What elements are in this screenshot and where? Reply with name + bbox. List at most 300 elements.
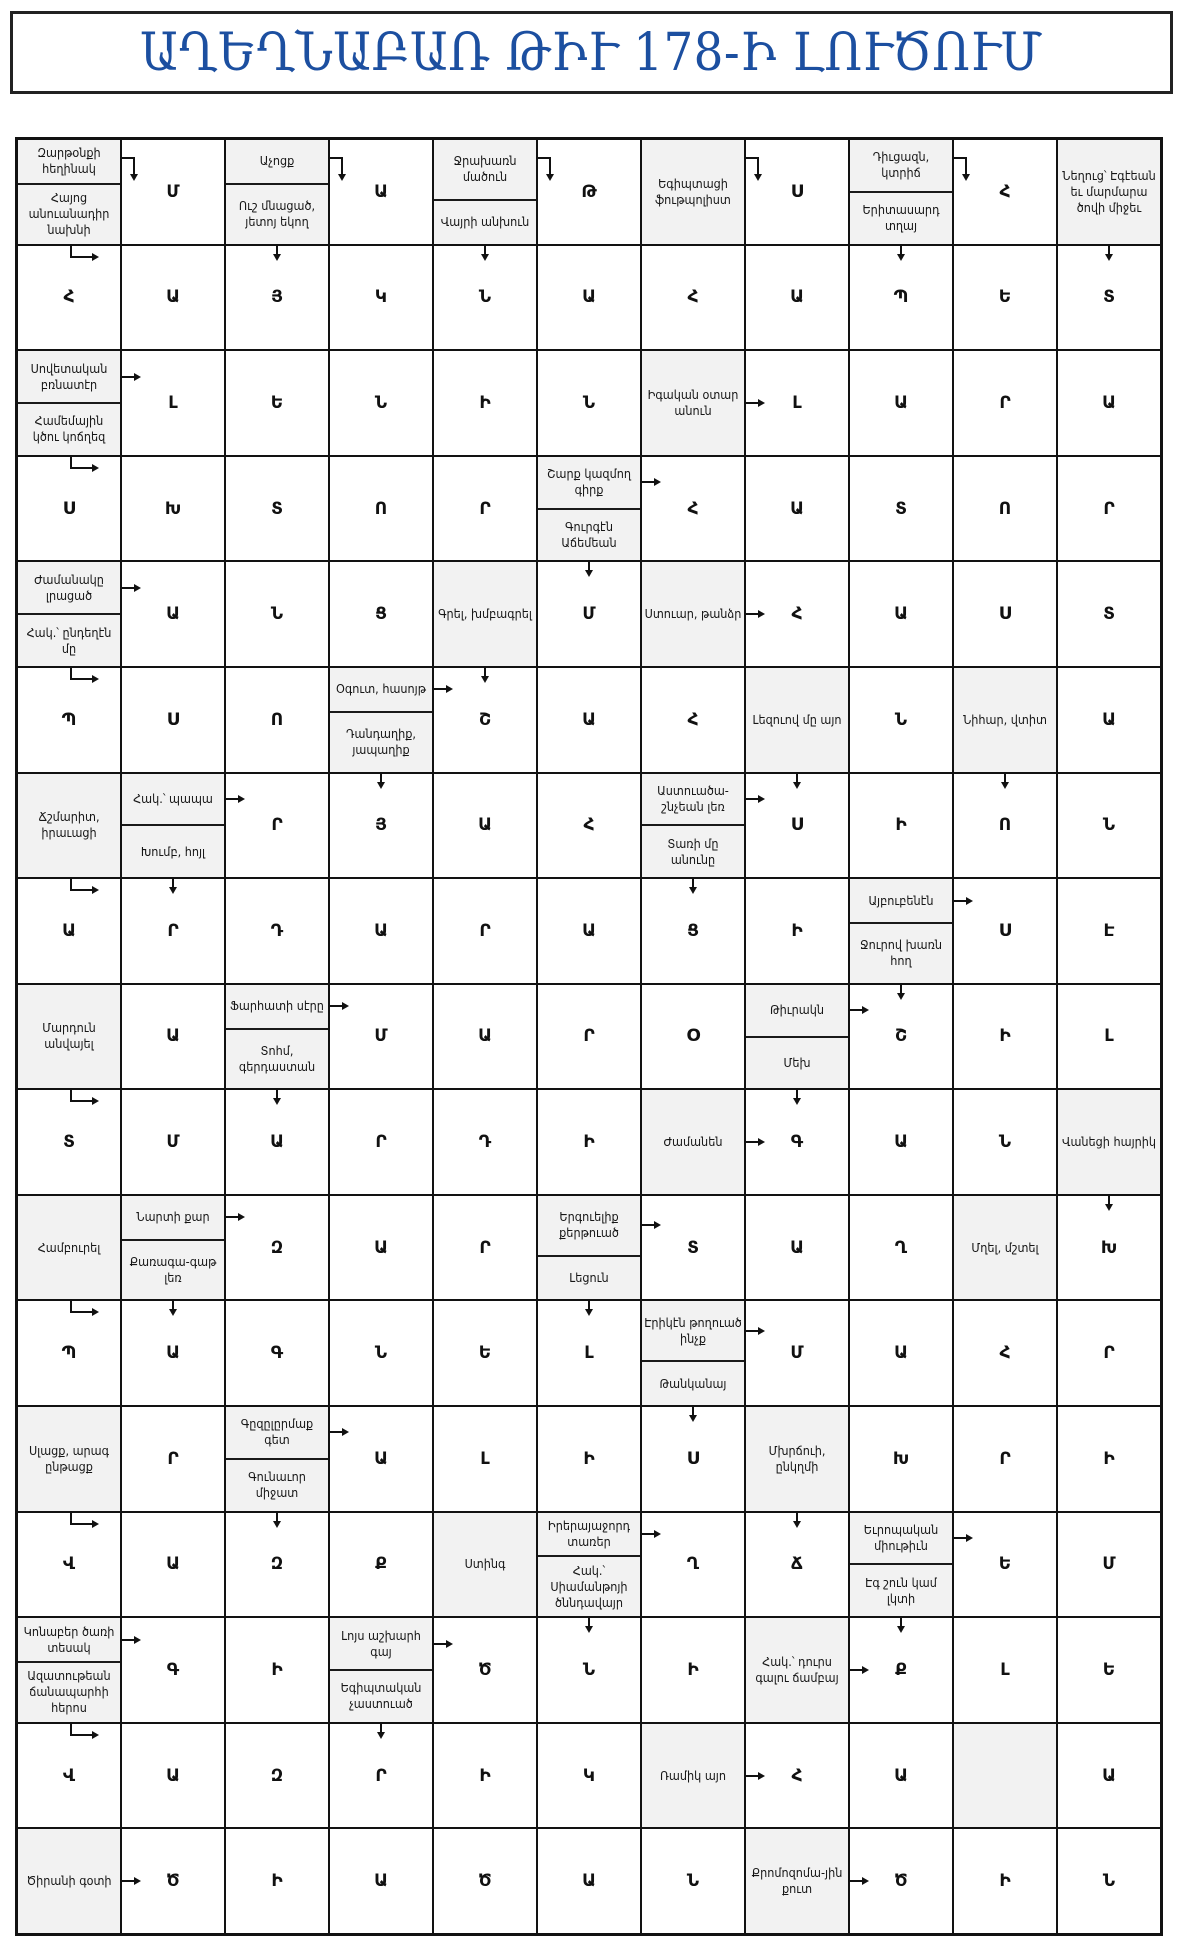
answer-cell [122, 1513, 224, 1617]
answer-cell [746, 1513, 848, 1617]
answer-cell [954, 1513, 1056, 1617]
answer-letter: Ի [895, 815, 907, 836]
answer-letter: Լ [1000, 1660, 1010, 1681]
arrow-right-icon [432, 1643, 447, 1645]
answer-cell [226, 1829, 328, 1933]
answer-cell [1058, 1407, 1160, 1511]
answer-letter: Ա [166, 1026, 180, 1047]
arrow-down-icon [900, 983, 902, 993]
clue-text: Լեզուով մը այո [752, 711, 842, 727]
clue-text: Գուրգէն Աճեմեան [561, 518, 617, 550]
answer-cell [642, 879, 744, 983]
answer-cell [538, 351, 640, 455]
answer-letter: Ն [374, 392, 388, 413]
answer-letter: Ծ [478, 1660, 492, 1681]
answer-cell [18, 457, 120, 561]
clue-cell [18, 1829, 120, 1933]
clue-top [642, 774, 744, 825]
answer-cell [226, 246, 328, 350]
clue-text: Հակ.՝ պապա [133, 790, 213, 806]
answer-cell [642, 1829, 744, 1933]
clue-text: Զարթօնքի հեղինակ [37, 145, 101, 177]
arrow-down-right-icon [70, 666, 92, 680]
answer-cell [1058, 985, 1160, 1089]
clue-text: Ջրախառն մածուն [453, 153, 517, 185]
answer-cell [122, 1407, 224, 1511]
clue-text: Դիւցազն, կտրիճ [872, 149, 930, 181]
answer-letter: Զ [270, 1237, 284, 1258]
answer-cell [850, 774, 952, 878]
clue [954, 668, 1056, 772]
clue-text: Նարտի քար [136, 1209, 210, 1225]
arrow-down-right-icon [70, 877, 92, 891]
double-clue-cell [850, 140, 952, 244]
answer-cell [746, 140, 848, 244]
clue-cell [18, 1196, 120, 1300]
answer-letter: Ի [271, 1871, 283, 1892]
double-clue-cell [330, 668, 432, 772]
arrow-down-icon [380, 772, 382, 782]
clue-text: Խումբ, հոյլ [140, 843, 206, 859]
answer-letter: Ծ [894, 1871, 908, 1892]
clue-text: Հակ.՝ Սիամանթոյի ծննդավայր [550, 1562, 628, 1610]
answer-letter: Ս [790, 815, 804, 836]
double-clue-cell [122, 774, 224, 878]
answer-letter: Ր [167, 1448, 179, 1469]
answer-cell [226, 668, 328, 772]
clue [434, 562, 536, 666]
answer-letter: Դ [478, 1132, 492, 1153]
answer-cell [434, 1196, 536, 1300]
answer-cell [122, 246, 224, 350]
answer-letter: Ր [479, 920, 491, 941]
answer-letter: Հ [583, 815, 595, 836]
double-clue-cell [122, 1196, 224, 1300]
answer-cell [226, 457, 328, 561]
arrow-right-icon [640, 1533, 655, 1535]
arrow-down-icon [900, 1616, 902, 1626]
clue-cell [642, 1724, 744, 1828]
clue-cell [746, 1407, 848, 1511]
answer-letter: Ն [686, 1871, 700, 1892]
arrow-right-down-icon [328, 157, 343, 174]
answer-letter: Ա [1102, 1765, 1116, 1786]
clue [1058, 140, 1160, 244]
answer-letter: Ր [479, 1237, 491, 1258]
clue-top [850, 1513, 952, 1564]
answer-letter: Լ [584, 1343, 594, 1364]
answer-letter: Ա [374, 1871, 388, 1892]
double-clue-cell [226, 1407, 328, 1511]
clue [18, 985, 120, 1089]
answer-letter: Ի [583, 1448, 595, 1469]
answer-cell [954, 1407, 1056, 1511]
clue-bottom [18, 613, 120, 666]
arrow-right-icon [952, 1537, 967, 1539]
answer-cell [1058, 668, 1160, 772]
arrow-down-icon [796, 1088, 798, 1098]
arrow-down-right-icon [70, 1088, 92, 1102]
clue-top [226, 985, 328, 1028]
answer-letter: Ի [1103, 1448, 1115, 1469]
clue-text: Աստուածա-շնչեան լեռ [657, 782, 729, 814]
clue [954, 1196, 1056, 1300]
answer-cell [954, 1618, 1056, 1722]
answer-cell [642, 1407, 744, 1511]
clue-top [18, 1618, 120, 1661]
clue-top [122, 774, 224, 825]
answer-letter: Ե [998, 1554, 1012, 1575]
double-clue-cell [538, 1513, 640, 1617]
clue-top [850, 879, 952, 922]
answer-letter: Ա [790, 498, 804, 519]
answer-cell [434, 1618, 536, 1722]
clue-bottom [18, 183, 120, 244]
answer-letter: Ա [582, 287, 596, 308]
double-clue-cell [18, 140, 120, 244]
clue-text: Էգ շուն կամ լկտի [865, 1574, 937, 1606]
arrow-right-down-icon [536, 157, 551, 174]
clue-bottom [330, 1669, 432, 1722]
answer-letter: Ո [374, 498, 388, 519]
clue-text: Ծիրանի գօտի [26, 1873, 112, 1889]
answer-letter: Ս [62, 498, 76, 519]
answer-cell [226, 1301, 328, 1405]
arrow-right-down-icon [952, 157, 967, 174]
clue-top [746, 985, 848, 1036]
arrow-down-icon [900, 244, 902, 254]
arrow-right-icon [120, 587, 135, 589]
answer-cell [642, 985, 744, 1089]
answer-letter: Ա [374, 1237, 388, 1258]
answer-letter: Գ [166, 1660, 180, 1681]
clue-text: Ճշմարիտ, իրաւացի [38, 809, 100, 841]
answer-letter: Ն [582, 392, 596, 413]
double-clue-cell [434, 140, 536, 244]
arrow-down-icon [276, 244, 278, 254]
answer-cell [538, 1618, 640, 1722]
answer-letter: Հ [791, 1765, 803, 1786]
clue-text: Ուշ մնացած, յետոյ եկող [238, 198, 316, 230]
answer-cell [538, 1090, 640, 1194]
clue-text: Ստուար, թանձր [644, 606, 742, 622]
clue [18, 1196, 120, 1300]
answer-cell [538, 1407, 640, 1511]
arrow-down-right-icon [70, 244, 92, 258]
answer-cell [1058, 1196, 1160, 1300]
arrow-right-icon [640, 481, 655, 483]
answer-letter: Ղ [686, 1554, 700, 1575]
answer-letter: Ն [894, 709, 908, 730]
answer-letter: Մ [374, 1026, 388, 1047]
clue-text: Սլացք, արագ ընթացք [28, 1442, 110, 1474]
clue [642, 140, 744, 244]
answer-letter: Հ [687, 498, 699, 519]
answer-letter: Յ [271, 287, 283, 308]
answer-letter: Տ [271, 498, 283, 519]
clue-bottom [538, 1555, 640, 1616]
answer-letter: Ց [687, 920, 699, 941]
answer-cell [954, 457, 1056, 561]
answer-cell [226, 1618, 328, 1722]
clue-cell [18, 985, 120, 1089]
arrow-right-icon [120, 1880, 135, 1882]
answer-cell [330, 1724, 432, 1828]
clue-cell [434, 1513, 536, 1617]
answer-cell [538, 1301, 640, 1405]
answer-cell [330, 879, 432, 983]
answer-cell [18, 246, 120, 350]
clue-text: Համեմային կծու կոճղեզ [32, 413, 106, 445]
answer-cell [954, 879, 1056, 983]
answer-letter: Ն [582, 1660, 596, 1681]
answer-letter: Ա [894, 1765, 908, 1786]
answer-cell [330, 246, 432, 350]
answer-letter: Ի [999, 1026, 1011, 1047]
answer-cell [18, 1301, 120, 1405]
clue-top [122, 1196, 224, 1239]
double-clue-cell [538, 1196, 640, 1300]
answer-letter: Ս [166, 709, 180, 730]
answer-letter: Մ [166, 1132, 180, 1153]
answer-cell [850, 985, 952, 1089]
answer-letter: Մ [166, 181, 180, 202]
answer-cell [954, 985, 1056, 1089]
clue-bottom [850, 1563, 952, 1616]
answer-cell [122, 879, 224, 983]
answer-cell [954, 1301, 1056, 1405]
arrow-right-icon [120, 376, 135, 378]
answer-cell [746, 1301, 848, 1405]
clue-top [538, 1513, 640, 1556]
answer-cell [122, 1090, 224, 1194]
clue-text: Լեցուն [569, 1270, 609, 1286]
answer-letter: Հ [687, 287, 699, 308]
answer-letter: Ի [583, 1132, 595, 1153]
arrow-down-right-icon [70, 1722, 92, 1736]
answer-cell [1058, 351, 1160, 455]
answer-letter: Ա [790, 1237, 804, 1258]
answer-letter: Ր [479, 498, 491, 519]
clue-text: Թանկանայ [659, 1375, 727, 1391]
double-clue-cell [18, 351, 120, 455]
arrow-down-right-icon [70, 1299, 92, 1313]
clue-cell [18, 1407, 120, 1511]
clue-top [18, 351, 120, 402]
clue-text: Սովետական բռնատէր [30, 360, 108, 392]
clue-text: Ստինգ [464, 1556, 506, 1572]
arrow-right-icon [848, 1009, 863, 1011]
clue-text: Քառագա-գաթ լեռ [129, 1254, 217, 1286]
answer-letter: Մ [582, 604, 596, 625]
clue [18, 1829, 120, 1933]
arrow-right-icon [224, 798, 239, 800]
arrow-down-icon [692, 1405, 694, 1415]
arrow-down-icon [796, 1511, 798, 1521]
answer-letter: Ա [1102, 709, 1116, 730]
answer-letter: Ա [374, 1448, 388, 1469]
arrow-down-icon [588, 1299, 590, 1309]
arrow-right-icon [224, 1216, 239, 1218]
answer-letter: Խ [164, 498, 182, 519]
answer-letter: Ա [1102, 392, 1116, 413]
answer-cell [226, 774, 328, 878]
answer-letter: Գ [270, 1343, 284, 1364]
answer-cell [850, 1407, 952, 1511]
answer-cell [122, 668, 224, 772]
answer-cell [746, 457, 848, 561]
arrow-down-icon [172, 1299, 174, 1309]
clue [434, 1513, 536, 1617]
answer-letter: Կ [582, 1765, 596, 1786]
double-clue-cell [18, 562, 120, 666]
answer-cell [538, 985, 640, 1089]
answer-cell [850, 351, 952, 455]
arrow-down-icon [484, 244, 486, 254]
clue-text: Էրիկէն թողուած ինչք [644, 1314, 742, 1346]
answer-letter: Ա [374, 920, 388, 941]
answer-cell [538, 1829, 640, 1933]
answer-letter: Ա [166, 1343, 180, 1364]
clue-text: Դանդաղիք, յապաղիք [346, 726, 416, 758]
answer-cell [1058, 1301, 1160, 1405]
answer-letter: Ի [791, 920, 803, 941]
clue-bottom [18, 402, 120, 455]
arrow-right-icon [744, 1775, 759, 1777]
answer-cell [850, 562, 952, 666]
clue-bottom [330, 711, 432, 772]
clue-cell [746, 668, 848, 772]
clue-text: Եգիպտացի ֆութպոլիստ [655, 175, 731, 207]
answer-letter: Ր [583, 1026, 595, 1047]
answer-cell [1058, 1829, 1160, 1933]
answer-letter: Ո [270, 709, 284, 730]
clue-text: Նեղուց՝ Էգէեան եւ մարմարա ծովի միջեւ [1062, 167, 1156, 215]
answer-letter: Ի [479, 392, 491, 413]
answer-cell [434, 668, 536, 772]
answer-letter: Ն [1102, 815, 1116, 836]
answer-letter: Ա [582, 920, 596, 941]
clue-text: Ջուրով խառն հող [859, 937, 942, 969]
clue-text: Իգական օտար անուն [647, 386, 739, 418]
clue [642, 1090, 744, 1194]
clue-top [226, 140, 328, 183]
double-clue-cell [642, 1301, 744, 1405]
answer-letter: Տ [687, 1237, 699, 1258]
crossword-grid [15, 137, 1163, 1936]
answer-cell [18, 1513, 120, 1617]
answer-letter: Օ [686, 1026, 700, 1047]
arrow-right-icon [744, 1330, 759, 1332]
answer-cell [226, 1090, 328, 1194]
arrow-right-down-icon [744, 157, 759, 174]
answer-letter: Ի [271, 1660, 283, 1681]
arrow-right-icon [744, 613, 759, 615]
double-clue-cell [18, 1618, 120, 1722]
clue-bottom [642, 1360, 744, 1405]
answer-cell [850, 246, 952, 350]
answer-letter: Ր [375, 1765, 387, 1786]
answer-cell [538, 774, 640, 878]
answer-letter: Վ [62, 1765, 76, 1786]
answer-letter: Ա [270, 1132, 284, 1153]
clue [18, 1407, 120, 1511]
answer-cell [330, 1407, 432, 1511]
answer-cell [642, 246, 744, 350]
clue-bottom [642, 824, 744, 877]
answer-cell [18, 1724, 120, 1828]
answer-letter: Ա [582, 709, 596, 730]
clue-cell [18, 774, 120, 878]
answer-cell [122, 140, 224, 244]
double-clue-cell [642, 774, 744, 878]
clue-text: Մխրճուի, ընկղմի [768, 1442, 826, 1474]
answer-cell [850, 457, 952, 561]
double-clue-cell [330, 1618, 432, 1722]
clue-top [330, 1618, 432, 1669]
clue-text: Վանեցի հայրիկ [1061, 1134, 1157, 1150]
answer-cell [330, 140, 432, 244]
answer-cell [954, 1829, 1056, 1933]
arrow-right-icon [744, 1141, 759, 1143]
answer-cell [434, 985, 536, 1089]
clue-bottom [538, 508, 640, 561]
answer-letter: Հ [999, 181, 1011, 202]
answer-cell [434, 351, 536, 455]
clue [746, 1829, 848, 1933]
clue-cell [746, 1829, 848, 1933]
clue-bottom [850, 191, 952, 244]
answer-cell [434, 1407, 536, 1511]
answer-cell [330, 985, 432, 1089]
answer-letter: Ր [1103, 498, 1115, 519]
clue-text: Թիւրակն [769, 1002, 825, 1018]
clue-text: Օգուտ, հասոյթ [335, 681, 427, 697]
arrow-down-right-icon [70, 455, 92, 469]
answer-letter: Տ [895, 498, 907, 519]
answer-letter: Գ [790, 1132, 804, 1153]
clue-top [642, 1301, 744, 1360]
arrow-right-icon [432, 688, 447, 690]
answer-cell [538, 879, 640, 983]
answer-letter: Վ [62, 1554, 76, 1575]
answer-letter: Ր [999, 392, 1011, 413]
clue-top [18, 140, 120, 183]
answer-letter: Կ [374, 287, 388, 308]
clue-text: Ֆարհատի սէրը [230, 998, 324, 1014]
answer-letter: Լ [480, 1448, 490, 1469]
answer-letter: Ն [270, 604, 284, 625]
clue-text: Մեխ [783, 1054, 811, 1070]
clue-text: Գունաւոր միջատ [248, 1469, 306, 1501]
arrow-down-icon [276, 1511, 278, 1521]
clue-bottom [18, 1661, 120, 1722]
answer-letter: Խ [1100, 1237, 1118, 1258]
clue-cell [1058, 1090, 1160, 1194]
answer-cell [538, 246, 640, 350]
clue-text: Շարք կազմող գիրք [547, 466, 631, 498]
answer-letter: Լ [1104, 1026, 1114, 1047]
answer-cell [434, 1724, 536, 1828]
arrow-right-icon [120, 1639, 135, 1641]
answer-cell [330, 774, 432, 878]
clue-text: Նիհար, վտիտ [963, 711, 1047, 727]
clue-bottom [434, 199, 536, 244]
answer-letter: Ք [895, 1660, 907, 1681]
clue-text: Իրերայաջորդ տառեր [547, 1518, 631, 1550]
arrow-right-icon [952, 900, 967, 902]
answer-letter: Ս [998, 920, 1012, 941]
